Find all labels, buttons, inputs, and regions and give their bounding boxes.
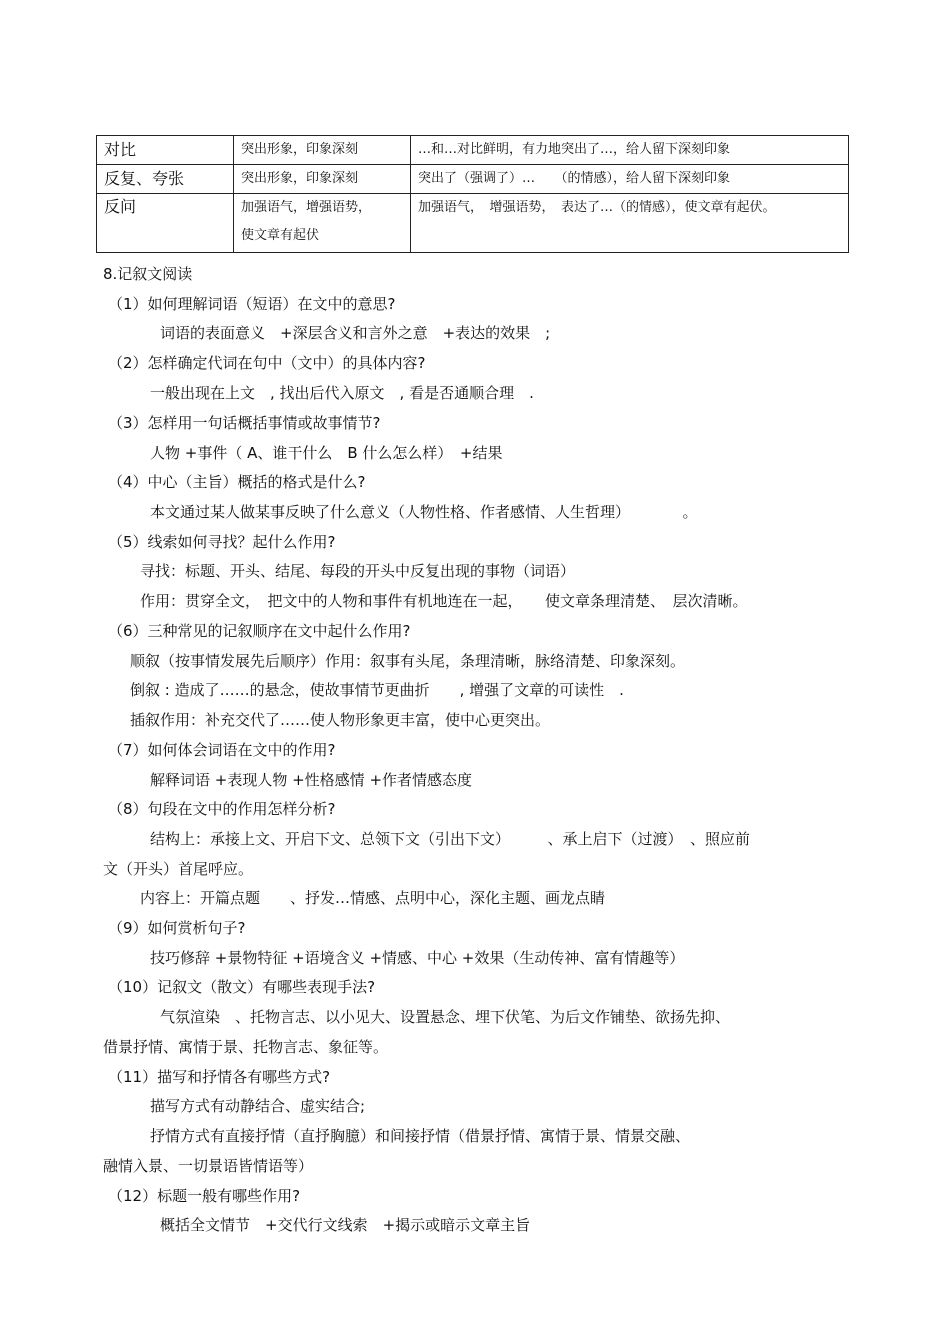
qa-line: 文（开头）首尾呼应。 <box>103 860 254 878</box>
qa-line: （3）怎样用一句话概括事情或故事情节? <box>108 414 381 432</box>
qa-line: 技巧修辞 +景物特征 +语境含义 +情感、中心 +效果（生动传神、富有情趣等） <box>150 949 685 967</box>
device-name-cell: 反复、夸张 <box>97 165 234 194</box>
qa-line: 借景抒情、寓情于景、托物言志、象征等。 <box>103 1038 389 1056</box>
device-effect-cell: 突出形象，印象深刻 <box>234 136 411 165</box>
qa-line: 本文通过某人做某事反映了什么意义（人物性格、作者感情、人生哲理） 。 <box>150 503 698 521</box>
qa-line: 寻找：标题、开头、结尾、每段的开头中反复出现的事物（词语） <box>140 562 576 580</box>
qa-line: 词语的表面意义 +深层含义和言外之意 +表达的效果 ; <box>160 324 551 342</box>
qa-line: （4）中心（主旨）概括的格式是什么? <box>108 473 366 491</box>
table-row <box>97 136 849 165</box>
qa-line: 内容上：开篇点题 、抒发…情感、点明中心，深化主题、画龙点睛 <box>140 889 606 907</box>
qa-line: 融情入景、一切景语皆情语等） <box>103 1157 314 1175</box>
answer-template-cell: …和…对比鲜明，有力地突出了…，给人留下深刻印象 <box>411 136 849 165</box>
qa-line: （9）如何赏析句子? <box>108 919 246 937</box>
qa-line: 描写方式有动静结合、虚实结合; <box>150 1097 366 1115</box>
table-row <box>97 165 849 194</box>
qa-line: 解释词语 +表现人物 +性格感情 +作者情感态度 <box>150 771 473 789</box>
qa-line: 结构上：承接上文、开启下文、总领下文（引出下文） 、承上启下（过渡） 、照应前 <box>150 830 751 848</box>
qa-line: （10）记叙文（散文）有哪些表现手法? <box>108 978 376 996</box>
qa-line: 作用：贯穿全文， 把文中的人物和事件有机地连在一起， 使文章条理清楚、 层次清晰。 <box>140 592 748 610</box>
table-row <box>97 194 849 253</box>
qa-line: （2）怎样确定代词在句中（文中）的具体内容? <box>108 354 426 372</box>
qa-line: （7）如何体会词语在文中的作用? <box>108 741 336 759</box>
qa-line: （12）标题一般有哪些作用? <box>108 1187 301 1205</box>
device-effect-cell <box>234 194 411 253</box>
rhetoric-table <box>96 135 849 253</box>
section-title: 8.记叙文阅读 <box>103 265 193 283</box>
qa-line: （5）线索如何寻找？起什么作用? <box>108 533 336 551</box>
answer-template-cell: 突出了（强调了）… （的情感），给人留下深刻印象 <box>411 165 849 194</box>
qa-line: 倒叙 : 造成了……的悬念，使故事情节更曲折 , 增强了文章的可读性 . <box>130 681 624 699</box>
device-effect-cell: 突出形象，印象深刻 <box>234 165 411 194</box>
qa-line: 抒情方式有直接抒情（直抒胸臆）和间接抒情（借景抒情、寓情于景、情景交融、 <box>150 1127 691 1145</box>
qa-line: 插叙作用：补充交代了……使人物形象更丰富，使中心更突出。 <box>130 711 551 729</box>
device-effect-line: 使文章有起伏 <box>241 228 320 243</box>
device-name-cell: 对比 <box>97 136 234 165</box>
qa-line: （8）句段在文中的作用怎样分析? <box>108 800 336 818</box>
qa-line: （6）三种常见的记叙顺序在文中起什么作用? <box>108 622 411 640</box>
answer-template-cell: 加强语气， 增强语势， 表达了…（的情感），使文章有起伏。 <box>411 194 849 253</box>
qa-line: 人物 +事件（ A、谁干什么 B 什么怎么样） +结果 <box>150 444 503 462</box>
qa-line: 概括全文情节 +交代行文线索 +揭示或暗示文章主旨 <box>160 1216 531 1234</box>
qa-line: （1）如何理解词语（短语）在文中的意思? <box>108 295 396 313</box>
device-name-cell: 反问 <box>97 194 234 253</box>
qa-line: 一般出现在上文 , 找出后代入原文 , 看是否通顺合理 . <box>150 384 534 402</box>
qa-line: （11）描写和抒情各有哪些方式? <box>108 1068 331 1086</box>
device-effect-line: 加强语气，增强语势， <box>241 200 372 215</box>
qa-line: 气氛渲染 、托物言志、以小见大、设置悬念、埋下伏笔、为后文作铺垫、欲扬先抑、 <box>160 1008 731 1026</box>
qa-line: 顺叙（按事情发展先后顺序）作用：叙事有头尾，条理清晰，脉络清楚、印象深刻。 <box>130 652 686 670</box>
